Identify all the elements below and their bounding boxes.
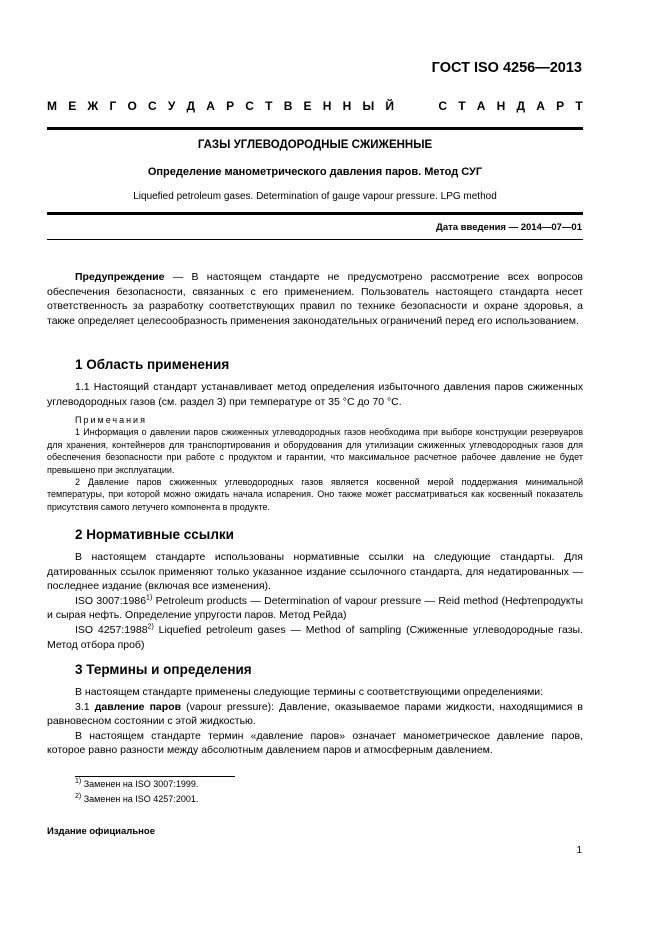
warning-paragraph [47, 270, 583, 328]
banner-letter: Н [322, 99, 332, 113]
interstate-standard-banner [47, 99, 583, 113]
page-number: 1 [576, 845, 582, 856]
banner-letter: О [127, 99, 137, 113]
reference-iso-4257: ISO 4257:1988$^{2)}$ Liquefied petroleum gases — Method of sampling (Сжиженные углеводородные газы. Метод отбора проб) [47, 623, 584, 651]
terms-paragraph: В настоящем стандарте применены следующие термины с соответствующими определениями: [75, 686, 544, 698]
banner-letter: Н [496, 99, 506, 113]
banner-letter: А [206, 99, 215, 113]
banner-letter: Н [342, 99, 352, 113]
defined-term: давление паров [94, 700, 182, 713]
english-title: Liquefied petroleum gases. Determination of gauge vapour pressure. LPG method [133, 191, 497, 202]
banner-letter: М [47, 99, 57, 113]
date-rule [47, 239, 583, 240]
banner-letter: Т [265, 99, 273, 113]
introduction-date: Дата введения — 2014—07—01 [436, 222, 582, 233]
footnote-2: $^{2)}$ Заменен на ISO 4257:2001. [75, 793, 199, 804]
banner-letter: С [245, 99, 254, 113]
banner-letter: Р [556, 99, 565, 113]
warning-label: Предупреждение [75, 271, 165, 283]
scope-paragraph: 1.1 Настоящий стандарт устанавливает метод определения избыточного давления паров сжиженных углеводородных газов (см. раздел 3) при температуре от 35 °С до 70 °С. [47, 381, 583, 408]
notes-label: Примечания [75, 415, 147, 425]
normative-refs-paragraph: В настоящем стандарте использованы нормативные ссылки на следующие стандарты. Для датированных ссылок применяют только указанное издание ссылочного стандарта, для недатированных — последнее издание (включая все изменения). [47, 551, 583, 593]
banner-letter: Ы [362, 99, 375, 113]
banner-letter: А [476, 99, 486, 113]
banner-letter: С [147, 99, 157, 113]
banner-letter: В [283, 99, 293, 113]
banner-letter: Ж [87, 99, 99, 113]
footnote-marker: 2) [147, 623, 154, 631]
footnote-rule [75, 776, 235, 777]
reference-iso-3007: ISO 3007:1986$^{1)}$ Petroleum products — Determination of vapour pressure — Reid method (Нефтепродукты и сырая нефть. Определение упругости паров. Метод Рейда) [47, 594, 583, 622]
banner-letter: С [438, 99, 448, 113]
banner-letter: У [167, 99, 176, 113]
title-rule [47, 212, 583, 215]
banner-letter: Д [186, 99, 196, 113]
footnote-1: $^{1)}$ Заменен на ISO 3007:1999. [75, 778, 199, 789]
section-1-notes [47, 414, 583, 513]
document-subtitle: Определение манометрического давления паров. Метод СУГ [147, 166, 483, 178]
header-rule [47, 127, 583, 130]
gauge-pressure-paragraph: В настоящем стандарте термин «давление паров» означает манометрическое давление паров, которое равно разности между абсолютным давлением паров и атмосферным давлением. [47, 729, 583, 757]
section-2-heading: 2 Нормативные ссылки [75, 527, 234, 542]
banner-letter: Й [385, 99, 395, 113]
document-number: ГОСТ ISO 4256—2013 [431, 60, 582, 76]
section-1-heading: 1 Область применения [75, 357, 230, 372]
footnote-marker: 1) [146, 594, 153, 602]
banner-letter: Е [68, 99, 77, 113]
banner-letter: Т [575, 99, 583, 113]
banner-letter: Р [226, 99, 235, 113]
section-3-heading: 3 Термины и определения [75, 662, 252, 677]
note-1: 1 Информация о давлении паров сжиженных углеводородных газов необходима при выборе конструкции резервуаров для хранения, контейнеров для транспортирования и оборудования для утилизации сжиженных углеводородных газов для обеспечения безопасности при работе с продуктом и гарантии, что максимальное расчетное рабочее давление не будет превышено при эксплуатации. [47, 427, 583, 475]
section-2-body [47, 550, 583, 652]
banner-letter: Е [303, 99, 312, 113]
banner-gap [405, 99, 427, 113]
note-2: 2 Давление паров сжиженных углеводородных газов является косвенной мерой поддержания минимальной температуры, при которой можно ожидать начала испарения. Оно также может рассматриваться как косвенный показатель присутствия самого летучего компонента в продукте. [47, 477, 583, 512]
definition-3-1: 3.1 давление паров (vapour pressure): Давление, оказываемое парами жидкости, находящимися в равновесном состоянии с этой жидкостью. [47, 700, 584, 728]
banner-letter: А [536, 99, 545, 113]
banner-letter: Т [458, 99, 466, 113]
section-3-body [47, 685, 583, 758]
section-1-body [47, 380, 583, 409]
banner-letter: Д [516, 99, 526, 113]
document-title: ГАЗЫ УГЛЕВОДОРОДНЫЕ СЖИЖЕННЫЕ [197, 139, 433, 151]
banner-letter: Г [109, 99, 117, 113]
official-edition-label: Издание официальное [47, 826, 155, 837]
warning-text: — В настоящем стандарте не предусмотрено рассмотрение всех вопросов обеспечения безопасности, связанных с его применением. Пользователь настоящего стандарта несет ответственность за разработку соответствующих правил по технике безопасности и охране здоровья, а также определяет целесообразность применения законодательных ограничений перед его использованием. [47, 271, 583, 327]
